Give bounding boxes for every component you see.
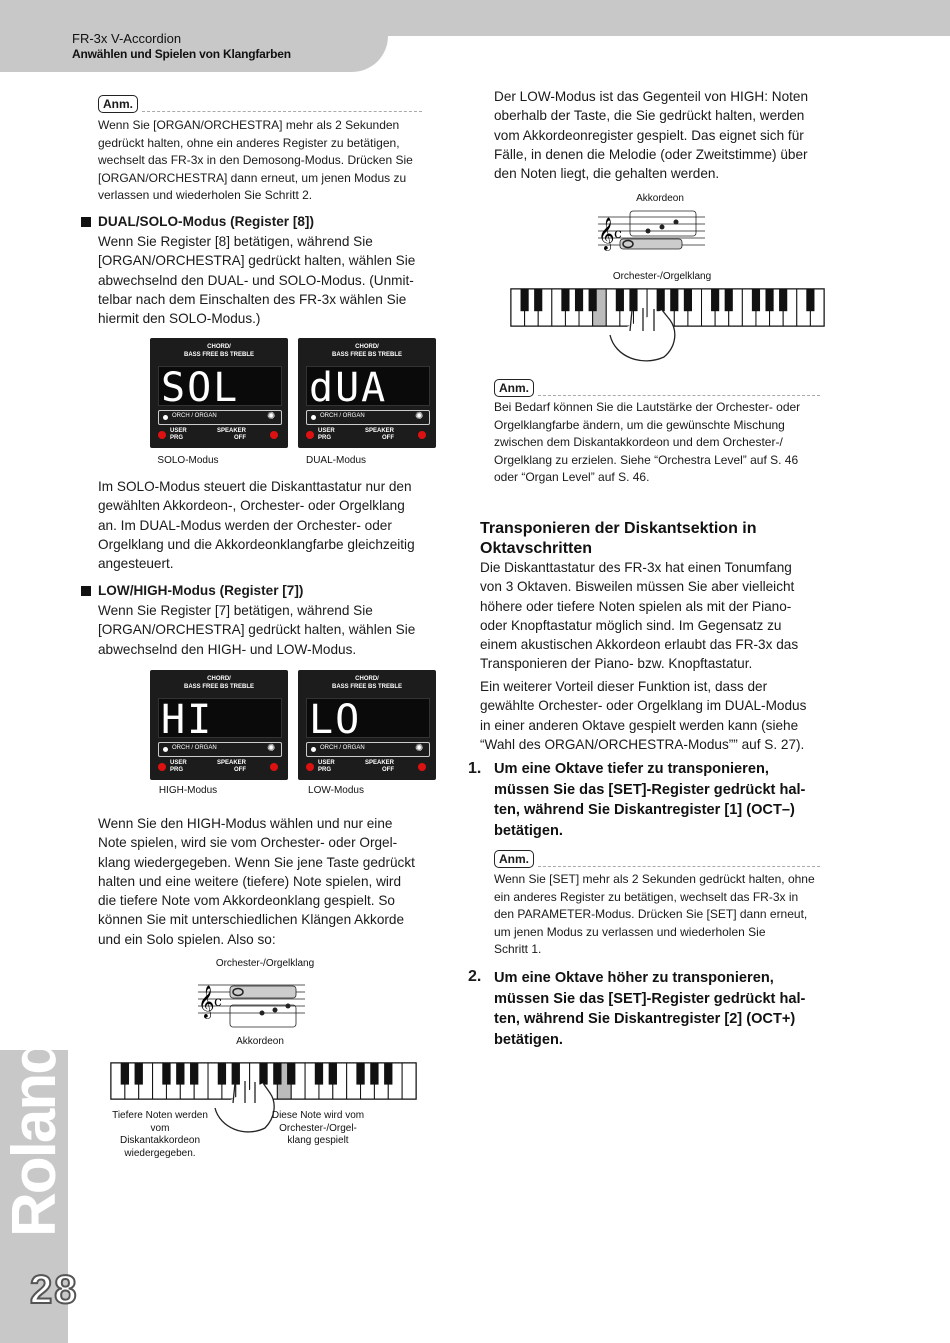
bullet-square [81, 217, 91, 227]
transpose-text: Die Diskanttastatur des FR-3x hat einen Tonumfang von 3 Oktaven. Bisweilen müssen Sie aber vielleicht höhere oder tiefere Noten spielen als mit der Piano- oder Knopftastatur möglich sind. Im Gegensatz zu einem akustischen Akkordeon erlaubt das FR-3x das Transponieren der Piano- bzw. Knopftastatur. [480, 560, 799, 672]
black-key [384, 1063, 392, 1085]
high-mode-description: Wenn Sie den HIGH-Modus wählen und nur eine Note spielen, wird sie vom Orchester- oder Orgel- klang wiedergegeben. Wenn Sie jene Taste gedrückt halten und eine weitere (tiefere) Note spielen, wird die tiefere Note vom Akkordeonklang gespielt. So können Sie mit unterschiedlichen Klängen Akkorde und ein Solo spielen. Also so: [98, 816, 415, 947]
dual-solo-heading: DUAL/SOLO-Modus (Register [8]) [98, 214, 314, 229]
caption-high: HIGH-Modus [158, 785, 218, 796]
note-1: Wenn Sie [ORGAN/ORCHESTRA] mehr als 2 Sekunden gedrückt halten, ohne ein anderes Register zu betätigen, wechselt das FR-3x in den Demosong-Modus. Drücken Sie [ORGAN/ORCHESTRA] dann erneut, um jenen Modus zu verlassen und wiederholen Sie Schritt 2. [98, 118, 413, 203]
panel-header: CHORD/ BASS FREE BS TREBLE [183, 344, 254, 358]
black-key [135, 1063, 143, 1085]
header-section: Anwählen und Spielen von Klangfarben [72, 47, 291, 61]
led-screen: dUA [306, 366, 430, 406]
brand-logo: Roland [0, 1038, 69, 1237]
step-2-number: 2. [468, 968, 482, 985]
black-key [521, 289, 529, 311]
step-1: Um eine Oktave tiefer zu transponieren, müssen Sie das [SET]-Register gedrückt hal- ten, während Sie Diskantregister [1] (OCT–) betätigen. [494, 761, 806, 839]
orch-organ-indicator: ORCH / ORGAN ✺ [306, 742, 430, 757]
page-number: 28 [30, 1268, 79, 1312]
low-mode-description: Der LOW-Modus ist das Gegenteil von HIGH: Noten oberhalb der Taste, die Sie gedrückt halten, werden vom Akkordeonregister gespielt. Das eignet sich für Fälle, in denen die Melodie (oder Zweitstimme) über den Noten liegt, die gehalten werden. [494, 89, 809, 182]
step-2: Um eine Oktave höher zu transponieren, müssen Sie das [SET]-Register gedrückt hal- ten, während Sie Diskantregister [2] (OCT+) betätigen. [494, 970, 806, 1048]
black-key [752, 289, 760, 311]
black-key [329, 1063, 337, 1085]
caption-solo: SOLO-Modus [157, 455, 219, 466]
display-panel-high [150, 670, 288, 780]
step-1-number: 1. [468, 760, 482, 777]
note-divider [142, 111, 422, 112]
display-panel-low [298, 670, 436, 780]
svg-text:𝄞: 𝄞 [198, 985, 215, 1018]
black-key [711, 289, 719, 311]
black-key [779, 289, 787, 311]
black-key [315, 1063, 323, 1085]
note-badge: Anm. [98, 95, 138, 113]
display-panel-dual [298, 338, 436, 448]
caption-lower-notes: Tiefere Noten werden vom Diskantakkordeon wiedergegeben. [112, 1110, 208, 1159]
note-badge: Anm. [494, 850, 534, 868]
black-key [287, 1063, 295, 1085]
note-3: Wenn Sie [SET] mehr als 2 Sekunden gedrückt halten, ohne ein anderes Register zu betätigen, wechselt das FR-3x in den PARAMETER-Modus. Drücken Sie [SET] dann erneut, um jenen Modus zu verlassen und wiederholen Sie Schritt 1. [494, 872, 815, 957]
label-orchestra-organ-right: Orchester-/Orgelklang [612, 271, 712, 282]
black-key [356, 1063, 364, 1085]
orch-organ-indicator: ORCH / ORGAN ✺ [158, 410, 282, 425]
display-panel-solo [150, 338, 288, 448]
black-key [725, 289, 733, 311]
panel-header: CHORD/ BASS FREE BS TREBLE [331, 344, 402, 358]
svg-text:c: c [614, 226, 622, 242]
svg-text:𝄞: 𝄞 [598, 217, 615, 250]
caption-dual: DUAL-Modus [305, 455, 367, 466]
black-key [190, 1063, 198, 1085]
caption-low: LOW-Modus [308, 785, 364, 796]
panel-bottom: USER PRG SPEAKER OFF [306, 760, 428, 774]
black-key [575, 289, 583, 311]
hand-icon-right [600, 305, 690, 370]
black-key [561, 289, 569, 311]
led-screen: SOL [158, 366, 282, 406]
solo-dual-description: Im SOLO-Modus steuert die Diskanttastatur nur den gewählten Akkordeon-, Orchester- oder Orgelklang an. Im DUAL-Modus werden der Orchester- oder Orgelklang und die Akkordeonklangfarbe gleichzeitig angesteuert. [98, 479, 415, 572]
note-divider [538, 866, 820, 867]
svg-text:c: c [214, 994, 222, 1010]
panel-bottom: USER PRG SPEAKER OFF [158, 760, 280, 774]
panel-bottom: USER PRG SPEAKER OFF [158, 428, 280, 442]
transpose-heading: Transponieren der Diskantsektion in Oktavschritten [480, 520, 757, 557]
black-key [806, 289, 814, 311]
black-key [765, 289, 773, 311]
bullet-square [81, 586, 91, 596]
label-accordion: Akkordeon [236, 1036, 284, 1047]
orch-organ-indicator: ORCH / ORGAN ✺ [306, 410, 430, 425]
transpose-text-2: Ein weiterer Vorteil dieser Funktion ist, dass der gewählte Orchester- oder Orgelklang im DUAL-Modus in einer anderen Oktave gespielt werden kann (siehe “Wahl des ORGAN/ORCHESTRA-Modus”” auf S. 27). [480, 679, 807, 752]
low-high-text: Wenn Sie Register [7] betätigen, während Sie [ORGAN/ORCHESTRA] gedrückt halten, wählen Sie abwechselnd den HIGH- und LOW-Modus. [98, 603, 416, 657]
black-key [370, 1063, 378, 1085]
orch-organ-indicator: ORCH / ORGAN ✺ [158, 742, 282, 757]
black-key [534, 289, 542, 311]
led-screen: LO [306, 698, 430, 738]
dual-solo-text: Wenn Sie Register [8] betätigen, während Sie [ORGAN/ORCHESTRA] gedrückt halten, wählen Sie abwechselnd den DUAL- und SOLO-Modus. (Unmit- telbar nach dem Einschalten des FR-3x wählen Sie hiermit den SOLO-Modus.) [98, 234, 416, 327]
header-tab [0, 0, 388, 72]
label-orchestra-organ: Orchester-/Orgelklang [215, 958, 315, 969]
caption-upper-note: Diese Note wird vom Orchester-/Orgel- klang gespielt [271, 1110, 365, 1146]
header-product: FR-3x V-Accordion [72, 31, 182, 46]
black-key [162, 1063, 170, 1085]
note-badge: Anm. [494, 379, 534, 397]
panel-bottom: USER PRG SPEAKER OFF [306, 428, 428, 442]
note-divider [538, 395, 820, 396]
note-2: Bei Bedarf können Sie die Lautstärke der Orchester- oder Orgelklangfarbe ändern, um die gewünschte Mischung zwischen dem Diskantakkordeon und dem Orchester-/ Orgelklang zu erzielen. Siehe “Orchestra Level” auf S. 46 oder “Organ Level” auf S. 46. [494, 400, 801, 485]
label-accordion-right: Akkordeon [636, 193, 684, 204]
low-high-heading: LOW/HIGH-Modus (Register [7]) [98, 583, 304, 598]
black-key [121, 1063, 129, 1085]
white-key [402, 1063, 416, 1099]
led-screen: HI [158, 698, 282, 738]
music-staff [190, 975, 310, 1035]
panel-header: CHORD/ BASS FREE BS TREBLE [183, 676, 254, 690]
black-key [176, 1063, 184, 1085]
panel-header: CHORD/ BASS FREE BS TREBLE [331, 676, 402, 690]
black-key [589, 289, 597, 311]
music-staff-right [590, 207, 710, 267]
